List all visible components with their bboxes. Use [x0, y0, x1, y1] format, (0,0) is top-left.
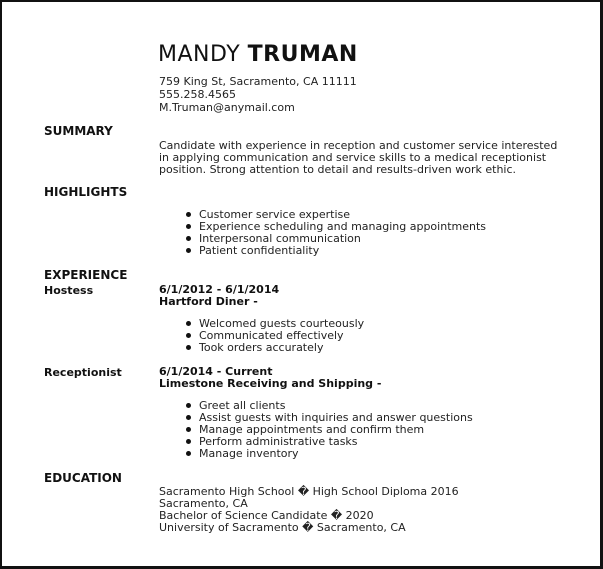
list-item: Interpersonal communication — [186, 233, 486, 245]
address: 759 King St, Sacramento, CA 11111 — [159, 75, 357, 88]
list-item: Welcomed guests courteously — [186, 318, 364, 330]
list-item: Took orders accurately — [186, 342, 364, 354]
last-name: TRUMAN — [247, 42, 358, 67]
job-employer: Hartford Diner - — [159, 295, 258, 308]
job-dates: 6/1/2012 - 6/1/2014 — [159, 283, 280, 296]
hostess-duties-list — [186, 318, 364, 354]
list-item: Assist guests with inquiries and answer questions — [186, 412, 473, 424]
education-line: University of Sacramento � Sacramento, CA — [159, 521, 406, 534]
list-item: Greet all clients — [186, 400, 473, 412]
job-title-hostess: Hostess — [44, 284, 94, 297]
list-item: Manage inventory — [186, 448, 473, 460]
summary-text: Candidate with experience in reception and customer service interested in applying communication and service skills to a medical receptionist position. Strong attention to detail and results-driven work ethic. — [159, 139, 558, 176]
list-item: Experience scheduling and managing appointments — [186, 221, 486, 233]
receptionist-duties-list — [186, 400, 473, 460]
phone: 555.258.4565 — [159, 88, 236, 101]
education-line: Sacramento High School � High School Diploma 2016 — [159, 485, 459, 498]
first-name: MANDY — [158, 42, 241, 67]
highlights-heading: HIGHLIGHTS — [44, 185, 128, 199]
email: M.Truman@anymail.com — [159, 101, 295, 114]
list-item: Perform administrative tasks — [186, 436, 473, 448]
education-line: Sacramento, CA — [159, 497, 248, 510]
summary-heading: SUMMARY — [44, 124, 113, 138]
list-item: Communicated effectively — [186, 330, 364, 342]
education-heading: EDUCATION — [44, 471, 122, 485]
experience-heading: EXPERIENCE — [44, 268, 128, 282]
list-item: Patient confidentiality — [186, 245, 486, 257]
list-item: Customer service expertise — [186, 209, 486, 221]
job-dates: 6/1/2014 - Current — [159, 365, 273, 378]
highlights-list — [186, 209, 486, 257]
job-employer: Limestone Receiving and Shipping - — [159, 377, 382, 390]
job-title-receptionist: Receptionist — [44, 366, 122, 379]
list-item: Manage appointments and confirm them — [186, 424, 473, 436]
education-line: Bachelor of Science Candidate � 2020 — [159, 509, 374, 522]
candidate-name — [158, 42, 358, 67]
